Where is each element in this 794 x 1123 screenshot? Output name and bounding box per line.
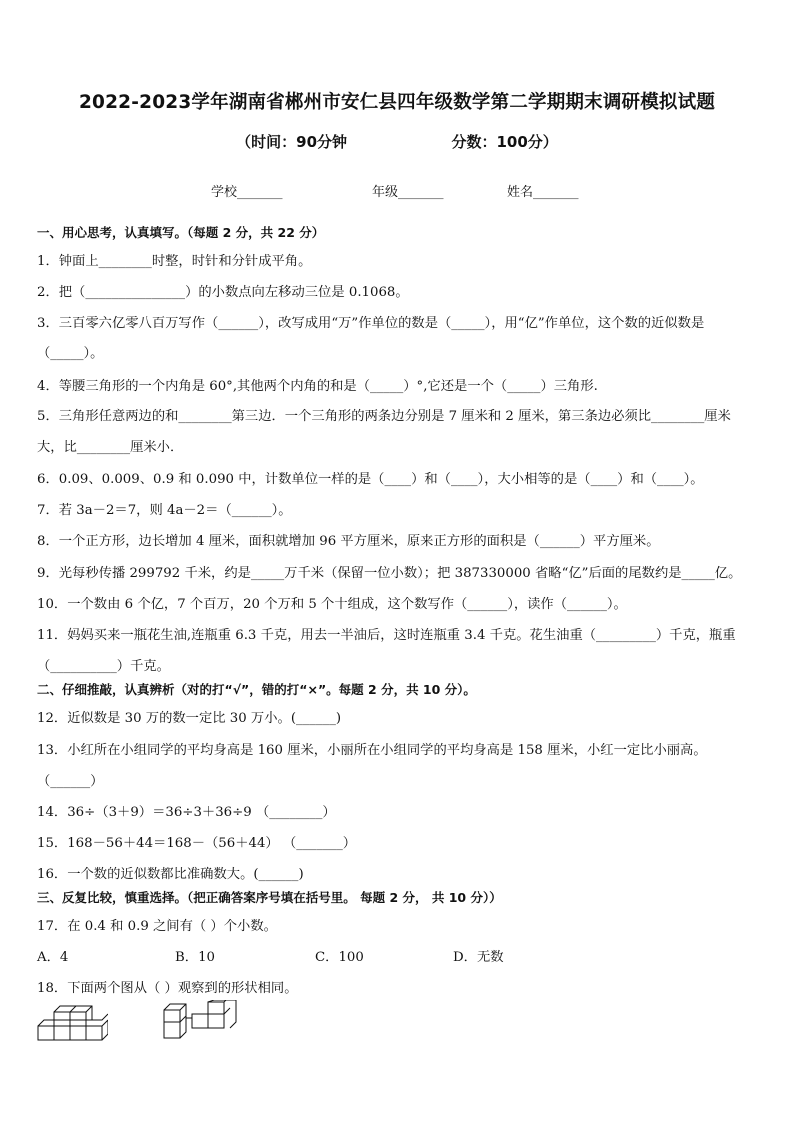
question-7: 7．若 3a－2＝7，则 4a－2＝（______）。 bbox=[37, 503, 292, 518]
exam-time-score: （时间：90分钟 分数：100分） bbox=[236, 133, 558, 151]
question-5-cont: 大，比________厘米小． bbox=[37, 440, 184, 455]
question-13-cont: （______） bbox=[37, 774, 104, 789]
question-6: 6．0.09、0.009、0.9 和 0.090 中，计数单位一样的是（____）和（____），大小相等的是（____）和（____）。 bbox=[37, 472, 704, 487]
question-15: 15．168－56＋44＝168－（56＋44） （_______） bbox=[37, 836, 357, 851]
question-4: 4．等腰三角形的一个内角是 60°,其他两个内角的和是（_____）°,它还是一个（_____）三角形. bbox=[37, 379, 598, 394]
question-12: 12．近似数是 30 万的数一定比 30 万小。(______) bbox=[37, 711, 342, 726]
question-9: 9．光每秒传播 299792 千米，约是_____万千米（保留一位小数）；把 387330000 省略“亿”后面的尾数约是_____亿。 bbox=[37, 566, 742, 581]
question-14: 14．36÷（3＋9）＝36÷3＋36÷9 （________） bbox=[37, 805, 336, 820]
school-field: 学校_______ bbox=[211, 185, 283, 200]
q17-option-c: C．100 bbox=[315, 950, 364, 965]
question-13: 13．小红所在小组同学的平均身高是 160 厘米，小丽所在小组同学的平均身高是 158 厘米，小红一定比小丽高。 bbox=[37, 743, 707, 758]
q17-option-b: B．10 bbox=[175, 950, 215, 965]
question-8: 8．一个正方形，边长增加 4 厘米，面积就增加 96 平方厘米，原来正方形的面积是（______）平方厘米。 bbox=[37, 534, 660, 549]
question-17: 17．在 0.4 和 0.9 之间有（ ）个小数。 bbox=[37, 919, 277, 934]
question-16: 16．一个数的近似数都比准确数大。(______) bbox=[37, 867, 304, 882]
name-field: 姓名_______ bbox=[507, 185, 579, 200]
q17-option-a: A．4 bbox=[37, 950, 69, 965]
question-2: 2．把（_______________）的小数点向左移动三位是 0.1068。 bbox=[37, 285, 409, 300]
section-1-heading: 一、用心思考，认真填写。（每题 2 分，共 22 分） bbox=[37, 225, 325, 240]
section-3-heading: 三、反复比较，慎重选择。（把正确答案序号填在括号里。 每题 2 分， 共 10 分）） bbox=[37, 890, 502, 905]
question-11: 11．妈妈买来一瓶花生油,连瓶重 6.3 千克，用去一半油后，这时连瓶重 3.4 千克。花生油重（_________）千克，瓶重 bbox=[37, 628, 736, 643]
q17-option-d: D．无数 bbox=[453, 950, 504, 965]
cube-figure-1 bbox=[36, 1000, 108, 1042]
question-1: 1．钟面上________时整，时针和分针成平角。 bbox=[37, 254, 312, 269]
cube-figure-2 bbox=[162, 1000, 242, 1042]
question-10: 10．一个数由 6 个亿，7 个百万，20 个万和 5 个十组成，这个数写作（______），读作（______）。 bbox=[37, 597, 627, 612]
question-18: 18．下面两个图从（ ）观察到的形状相同。 bbox=[37, 981, 298, 996]
page-title: 2022-2023学年湖南省郴州市安仁县四年级数学第二学期期末调研模拟试题 bbox=[78, 92, 716, 113]
section-2-heading: 二、仔细推敲，认真辨析（对的打“√”，错的打“×”。每题 2 分，共 10 分）。 bbox=[37, 682, 476, 697]
grade-field: 年级_______ bbox=[372, 185, 444, 200]
question-11-cont: （__________）千克。 bbox=[37, 659, 170, 674]
question-3-cont: （_____）。 bbox=[37, 346, 104, 361]
question-3: 3．三百零六亿零八百万写作（______），改写成用“万”作单位的数是（_____），用“亿”作单位，这个数的近似数是 bbox=[37, 316, 705, 331]
question-5: 5．三角形任意两边的和________第三边．一个三角形的两条边分别是 7 厘米和 2 厘米，第三条边必须比________厘米 bbox=[37, 409, 731, 424]
